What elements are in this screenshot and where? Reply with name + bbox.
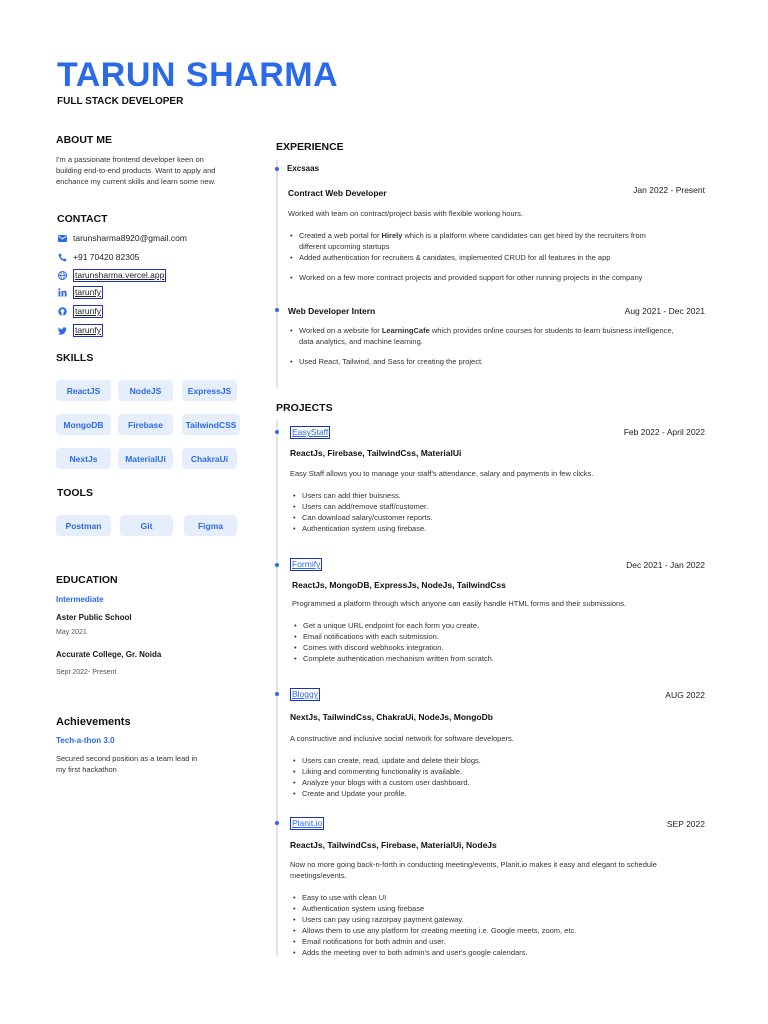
project-date: SEP 2022 [666, 819, 705, 829]
list-item: • Users can add thier buisness. [293, 490, 693, 501]
globe-icon [57, 271, 67, 281]
job-title: Contract Web Developer [288, 188, 387, 198]
timeline-dot [275, 821, 279, 825]
skill-chip: Firebase [118, 414, 173, 435]
job-summary: Worked with team on contract/project basis with flexible working hours. [288, 209, 523, 218]
skill-chip: ChakraUi [182, 448, 237, 469]
tool-chip: Postman [56, 515, 111, 536]
job-date: Aug 2021 - Dec 2021 [624, 306, 705, 316]
resume-name: TARUN SHARMA [57, 56, 339, 94]
education-school-2: Accurate College, Gr. Noida [56, 650, 162, 659]
list-item: • Easy to use with clean UI [293, 892, 703, 903]
list-item: • Email notifications with each submission. [294, 631, 694, 642]
job-date: Jan 2022 - Present [633, 185, 705, 195]
linkedin-link[interactable]: tarunfy [75, 287, 101, 297]
contact-website [57, 269, 166, 282]
project-link-formify[interactable]: Formify [292, 559, 321, 569]
list-item: • Liking and commenting functionality is available. [293, 766, 693, 777]
timeline-dot [275, 563, 279, 567]
skills-heading: SKILLS [56, 352, 94, 364]
project-link-bloggy[interactable]: Bloggy [292, 689, 318, 699]
contact-heading: CONTACT [57, 213, 108, 225]
skill-chip: ExpressJS [182, 380, 237, 401]
project-date: Feb 2022 - April 2022 [623, 427, 705, 437]
list-item: • Worked on a website for LearningCafe which provides online courses for students to learn buisness intelligence, data analytics, and machine learning. [290, 325, 700, 347]
list-item: • Create and Update your profile. [293, 788, 693, 799]
linkedin-icon [57, 288, 67, 298]
projects-heading: PROJECTS [276, 402, 333, 414]
project-bullets [293, 490, 693, 534]
tool-chip: Figma [184, 515, 237, 536]
list-item: • Authentication system using firebase [293, 903, 703, 914]
education-heading: EDUCATION [56, 574, 118, 586]
achievement-title: Tech-a-thon 3.0 [56, 736, 115, 745]
list-item: • Analyze your blogs with a custom user dashboard. [293, 777, 693, 788]
skill-chip: MaterialUi [118, 448, 173, 469]
experience-company: Excsaas [287, 164, 320, 173]
project-date: Dec 2021 - Jan 2022 [626, 560, 705, 570]
project-stack: ReactJs, TailwindCss, Firebase, MaterialUi, NodeJs [290, 840, 497, 850]
education-school-1: Aster Public School [56, 613, 132, 622]
contact-twitter [57, 324, 103, 337]
project-link-easystaff[interactable]: EasyStaff [292, 427, 329, 437]
skill-chip: NextJs [56, 448, 111, 469]
achievements-heading: Achievements [56, 716, 131, 728]
list-item: • Comes with discord webhooks integration. [294, 642, 694, 653]
experience-timeline [276, 160, 278, 388]
timeline-dot [275, 430, 279, 434]
skill-chip: TailwindCSS [182, 414, 240, 435]
contact-linkedin [57, 286, 103, 299]
list-item: • Users can create, read, update and delete their blogs. [293, 755, 693, 766]
list-item: • Email notifications for both admin and user. [293, 936, 703, 947]
project-link-planitio[interactable]: Planit.io [292, 818, 323, 828]
skill-chip: ReactJS [56, 380, 111, 401]
project-desc: Now no more going back-n-forth in conducting meeting/events, Planit.io makes it easy and elegant to schedule meetings/events. [290, 860, 657, 880]
project-desc: Programmed a platform through which anyone can easily handle HTML forms and their submissions. [292, 599, 627, 608]
skill-chip: MongoDB [56, 414, 111, 435]
resume-role: FULL STACK DEVELOPER [57, 96, 184, 107]
list-item: • Users can pay using razorpay payment gateway. [293, 914, 703, 925]
timeline-dot [275, 692, 279, 696]
list-item: • Complete authentication mechanism written from scratch. [294, 653, 694, 664]
list-item: • Added authentication for recruiters & canidates, implemented CRUD for all features in the app [290, 252, 700, 263]
website-link[interactable]: tarunsharma.vercel.app [75, 270, 165, 280]
twitter-link[interactable]: tarunfy [75, 325, 101, 335]
list-item: • Authentication system using firebase. [293, 523, 693, 534]
list-item: • Worked on a few more contract projects and provided support for other running projects in the company [290, 272, 700, 283]
list-item: • Can download salary/customer reports. [293, 512, 693, 523]
timeline-dot [275, 167, 279, 171]
list-item: • Users can add/remove staff/customer. [293, 501, 693, 512]
achievement-text: Secured second position as a team lead in my first hackathon [56, 754, 198, 774]
list-item: • Created a web portal for Hirely which is a platform where candidates can get hired by the recruiters from different upcoming startups [290, 230, 700, 252]
education-level: Intermediate [56, 595, 104, 604]
job-bullets [290, 230, 700, 283]
tool-chip: Git [120, 515, 173, 536]
github-link[interactable]: tarunfy [75, 306, 101, 316]
list-item: • Allows them to use any platform for creating meeting i.e. Google meets, zoom, etc. [293, 925, 703, 936]
list-item: • Get a unique URL endpoint for each form you create. [294, 620, 694, 631]
project-bullets [293, 892, 703, 958]
contact-email: tarunsharma8920@gmail.com [57, 233, 187, 243]
github-icon [57, 307, 67, 317]
skill-chip: NodeJS [118, 380, 173, 401]
about-heading: ABOUT ME [56, 134, 112, 146]
projects-timeline [276, 420, 278, 956]
job-title: Web Developer Intern [288, 306, 376, 316]
timeline-dot [275, 308, 279, 312]
list-item: • Adds the meeting over to both admin's and user's google calendars. [293, 947, 703, 958]
twitter-icon [57, 326, 67, 336]
education-date-2: Sept 2022- Present [56, 669, 117, 676]
experience-heading: EXPERIENCE [276, 141, 344, 153]
about-text: I'm a passionate frontend developer keen on building end-to-end products. Want to apply and enchance my current skills and learn some new. [56, 155, 216, 186]
project-stack: NextJs, TailwindCss, ChakraUi, NodeJs, MongoDb [290, 712, 493, 722]
job-bullets [290, 325, 700, 367]
project-desc: A constructive and inclusive social network for software developers. [290, 734, 514, 743]
project-desc: Easy Staff allows you to manage your staff's attendance, salary and payments in few clicks. [290, 469, 594, 478]
project-bullets [294, 620, 694, 664]
tools-heading: TOOLS [57, 487, 93, 499]
project-date: AUG 2022 [665, 690, 705, 700]
contact-github [57, 305, 103, 318]
mail-icon [57, 233, 67, 243]
project-stack: ReactJs, Firebase, TailwindCss, MaterialUi [290, 448, 462, 458]
contact-phone: +91 70420 82305 [57, 252, 139, 262]
project-stack: ReactJs, MongoDB, ExpressJs, NodeJs, TailwindCss [292, 580, 506, 590]
list-item: • Used React, Tailwind, and Sass for creating the project. [290, 356, 700, 367]
phone-icon [57, 252, 67, 262]
education-date-1: May 2021 [56, 629, 87, 636]
project-bullets [293, 755, 693, 799]
